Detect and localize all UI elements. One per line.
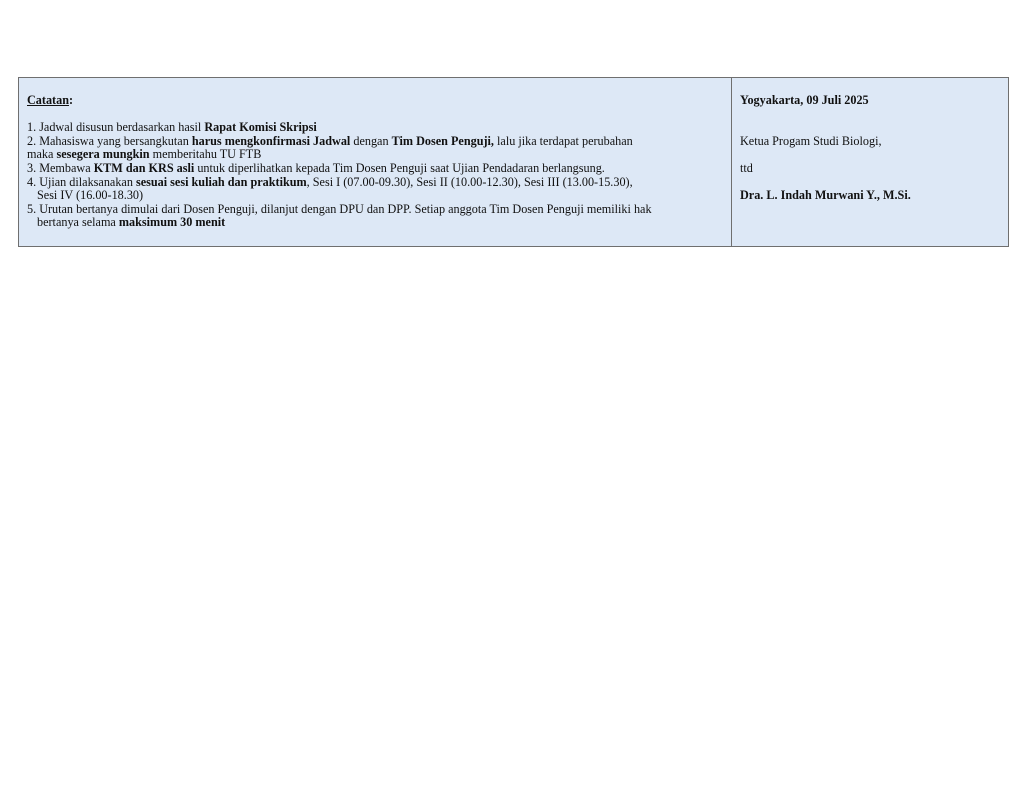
note-4-bold-b: sesuai sesi kuliah dan praktikum	[135, 174, 307, 189]
note-item-1	[27, 121, 725, 135]
spacer	[740, 108, 1002, 135]
note-2-text-f: maka	[27, 147, 57, 162]
note-1-text: 1. Jadwal disusun berdasarkan hasil	[27, 120, 205, 135]
notes-table	[18, 77, 1009, 247]
notes-heading-colon: :	[68, 93, 74, 107]
note-item-5	[27, 203, 725, 230]
spacer	[740, 175, 1002, 189]
signature-cell	[732, 78, 1008, 246]
note-4-text-d: Sesi IV (16.00-18.30)	[37, 188, 144, 203]
note-5-text-a: 5. Urutan bertanya dimulai dari Dosen Penguji, dilanjut dengan DPU dan DPP. Setiap anggota Tim Dosen Penguji memiliki hak	[27, 201, 652, 216]
notes-cell	[19, 78, 732, 246]
note-2-bold-b: harus mengkonfirmasi Jadwal	[191, 133, 351, 148]
notes-heading	[27, 94, 725, 108]
note-5-text-b: bertanya selama	[37, 215, 119, 230]
notes-heading-text: Catatan	[27, 93, 69, 107]
note-1-bold: Rapat Komisi Skripsi	[204, 120, 317, 135]
note-2-text-a: 2. Mahasiswa yang bersangkutan	[27, 133, 192, 148]
ttd-mark: ttd	[740, 160, 753, 175]
note-3-text-a: 3. Membawa	[27, 160, 94, 175]
note-3-text-c: untuk diperlihatkan kepada Tim Dosen Penguji saat Ujian Pendadaran berlangsung.	[194, 160, 605, 175]
signer-name: Dra. L. Indah Murwani Y., M.Si.	[740, 187, 911, 202]
note-3-bold-b: KTM dan KRS asli	[93, 160, 195, 175]
signer-position: Ketua Progam Studi Biologi,	[740, 133, 882, 148]
note-2-bold-g: sesegera mungkin	[56, 147, 150, 162]
note-2-text-e: lalu jika terdapat perubahan	[493, 133, 633, 148]
note-5-continuation	[27, 216, 725, 230]
spacer	[27, 108, 725, 122]
note-item-3	[27, 162, 725, 176]
note-2-bold-d: Tim Dosen Penguji,	[391, 133, 494, 148]
spacer	[740, 148, 1002, 162]
note-4-text-a: 4. Ujian dilaksanakan	[27, 174, 136, 189]
place-date: Yogyakarta, 09 Juli 2025	[740, 93, 869, 107]
note-5-bold-c: maksimum 30 menit	[118, 215, 226, 230]
note-item-4	[27, 176, 725, 203]
note-4-text-c: , Sesi I (07.00-09.30), Sesi II (10.00-12.30), Sesi III (13.00-15.30),	[306, 174, 633, 189]
note-2-text-c: dengan	[350, 133, 392, 148]
note-item-2	[27, 135, 725, 162]
note-2-text-h: memberitahu TU FTB	[149, 147, 262, 162]
